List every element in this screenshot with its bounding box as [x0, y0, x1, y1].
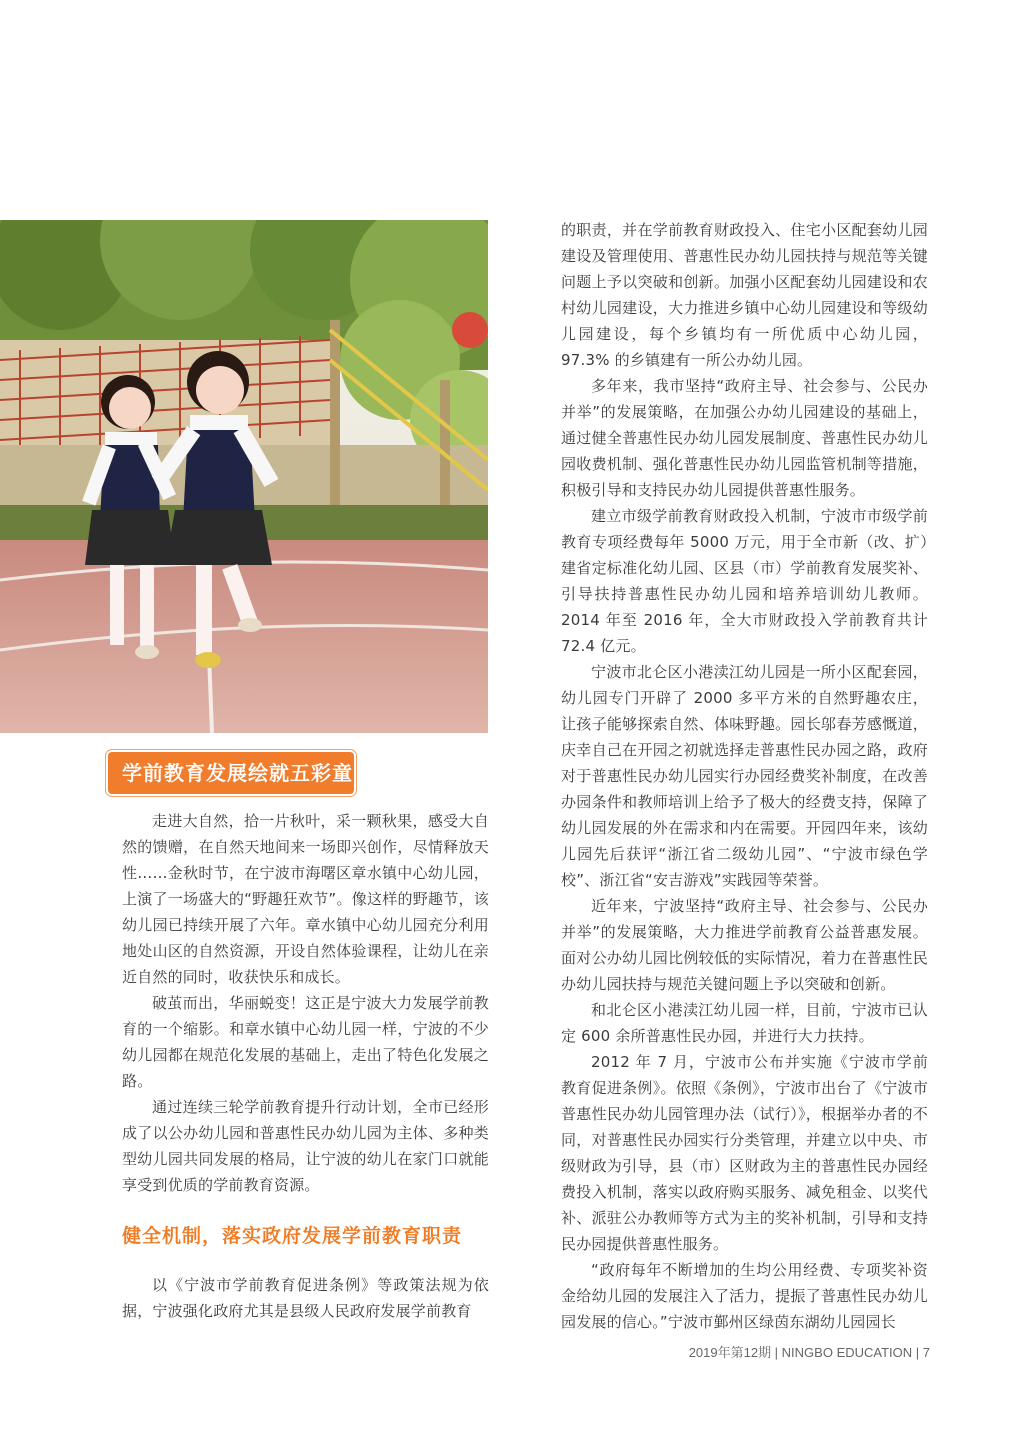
paragraph-continuation: 的职责，并在学前教育财政投入、住宅小区配套幼儿园建设及管理使用、普惠性民办幼儿园扶持与规范等关键问题上予以突破和创新。加强小区配套幼儿园建设和农村幼儿园建设，大力推进乡镇中心幼儿园建设和等级幼儿园建设，每个乡镇均有一所优质中心幼儿园，97.3% 的乡镇建有一所公办幼儿园。 [561, 221, 928, 369]
page-footer: 2019年第12期 | NINGBO EDUCATION | 7 [688, 1345, 930, 1360]
paragraph: 走进大自然，拾一片秋叶，采一颗秋果，感受大自然的馈赠，在自然天地间来一场即兴创作，尽情释放天性……金秋时节，在宁波市海曙区章水镇中心幼儿园，上演了一场盛大的“野趣狂欢节”。像这样的野趣节，该幼儿园已持续开展了六年。章水镇中心幼儿园充分利用地处山区的自然资源，开设自然体验课程，让幼儿在亲近自然的同时，收获快乐和成长。 [122, 812, 489, 986]
paragraph: 建立市级学前教育财政投入机制，宁波市市级学前教育专项经费每年 5000 万元，用于全市新（改、扩）建省定标准化幼儿园、区县（市）学前教育发展奖补、引导扶持普惠性民办幼儿园和培养培训幼儿教师。2014 年至 2016 年，全大市财政投入学前教育共计 72.4 亿元。 [561, 507, 928, 655]
paragraph: 多年来，我市坚持“政府主导、社会参与、公民办并举”的发展策略，在加强公办幼儿园建设的基础上，通过健全普惠性民办幼儿园发展制度、普惠性民办幼儿园收费机制、强化普惠性民办幼儿园监管机制等措施，积极引导和支持民办幼儿园提供普惠性服务。 [561, 377, 928, 499]
section-subheading: 健全机制，落实政府发展学前教育职责 [122, 1225, 463, 1247]
section-heading-title: 学前教育发展绘就五彩童年 [122, 761, 353, 827]
hero-photo [0, 220, 488, 733]
section-heading-box [108, 752, 354, 827]
right-column [561, 217, 928, 1335]
paragraph: 通过连续三轮学前教育提升行动计划，全市已经形成了以公办幼儿园和普惠性民办幼儿园为主体、多种类型幼儿园共同发展的格局，让宁波的幼儿在家门口就能享受到优质的学前教育资源。 [122, 1098, 489, 1194]
children-running-image [0, 220, 488, 733]
paragraph: 2012 年 7 月，宁波市公布并实施《宁波市学前教育促进条例》。依照《条例》，宁波市出台了《宁波市普惠性民办幼儿园管理办法（试行）》，根据举办者的不同，对普惠性民办园实行分类管理，并建立以中央、市级财政为引导，县（市）区财政为主的普惠性民办园经费投入机制，落实以政府购买服务、减免租金、以奖代补、派驻公办教师等方式为主的奖补机制，引导和支持民办园提供普惠性服务。 [561, 1053, 928, 1253]
paragraph: 近年来，宁波坚持“政府主导、社会参与、公民办并举”的发展策略，大力推进学前教育公益普惠发展。面对公办幼儿园比例较低的实际情况，着力在普惠性民办幼儿园扶持与规范关键问题上予以突破和创新。 [561, 897, 928, 993]
paragraph: 破茧而出，华丽蜕变！这正是宁波大力发展学前教育的一个缩影。和章水镇中心幼儿园一样，宁波的不少幼儿园都在规范化发展的基础上，走出了特色化发展之路。 [122, 994, 489, 1090]
paragraph: “政府每年不断增加的生均公用经费、专项奖补资金给幼儿园的发展注入了活力，提振了普惠性民办幼儿园发展的信心。”宁波市鄞州区绿茵东湖幼儿园园长 [561, 1261, 928, 1331]
paragraph: 以《宁波市学前教育促进条例》等政策法规为依据，宁波强化政府尤其是县级人民政府发展学前教育 [122, 1276, 489, 1320]
paragraph: 宁波市北仑区小港渎江幼儿园是一所小区配套园，幼儿园专门开辟了 2000 多平方米的自然野趣农庄，让孩子能够探索自然、体味野趣。园长邬春芳感慨道，庆幸自己在开园之初就选择走普惠性民办园之路，政府对于普惠性民办幼儿园实行办园经费奖补制度，在改善办园条件和教师培训上给予了极大的经费支持，保障了幼儿园发展的外在需求和内在需要。开园四年来，该幼儿园先后获评“浙江省二级幼儿园”、“宁波市绿色学校”、浙江省“安吉游戏”实践园等荣誉。 [561, 663, 928, 889]
left-column-section1 [122, 808, 489, 1198]
paragraph: 和北仑区小港渎江幼儿园一样，目前，宁波市已认定 600 余所普惠性民办园，并进行大力扶持。 [561, 1001, 928, 1045]
left-column-section2 [122, 1272, 489, 1324]
